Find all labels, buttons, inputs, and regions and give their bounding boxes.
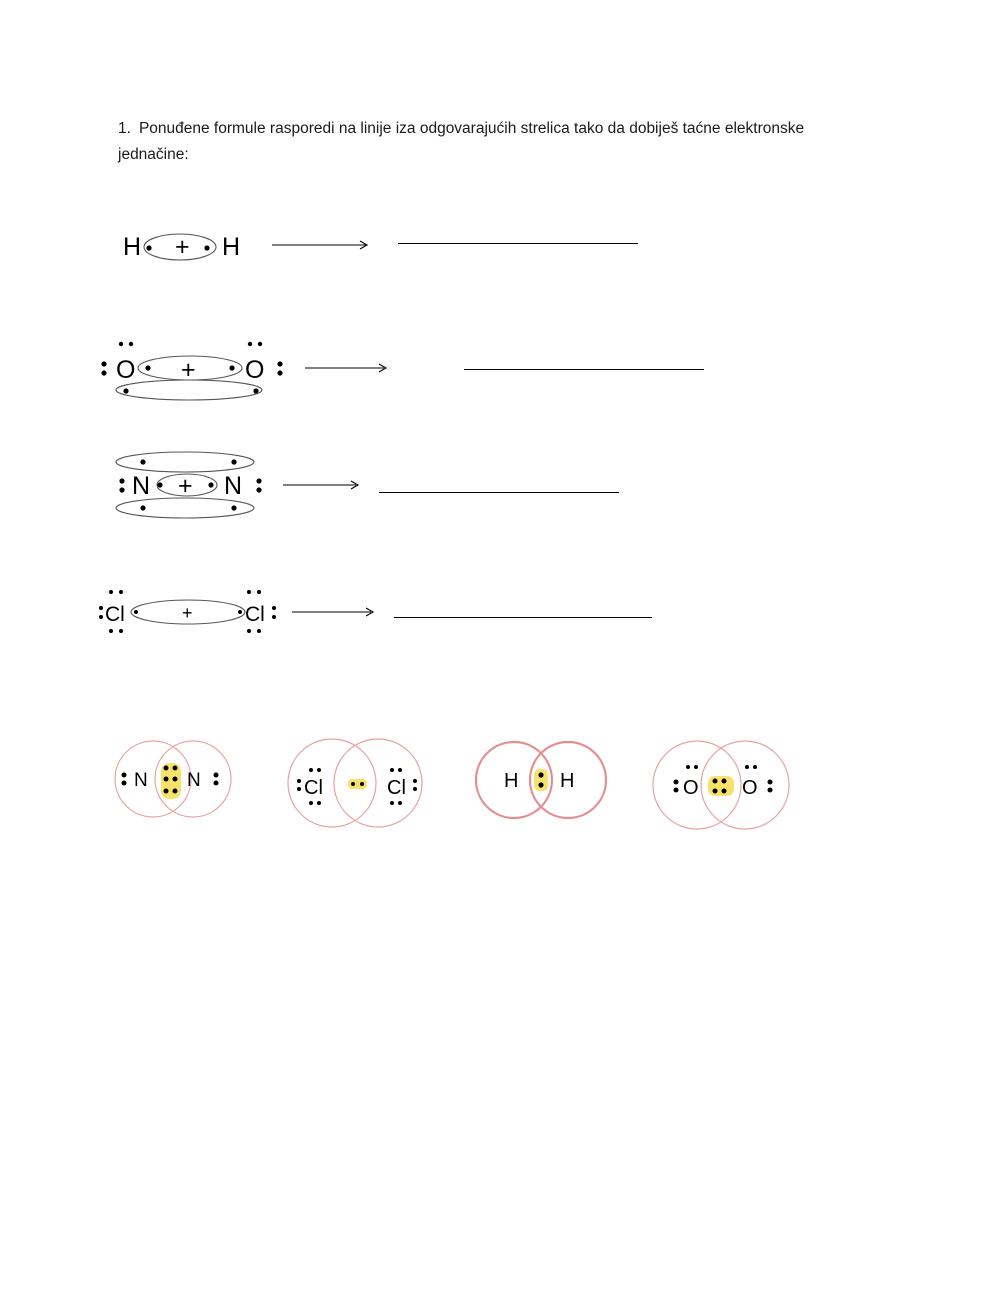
electron-dot bbox=[146, 245, 151, 250]
atom-cl-right: Cl bbox=[387, 777, 406, 799]
atom-cl-right: Cl bbox=[245, 603, 265, 626]
electron-dot bbox=[101, 370, 106, 375]
electron-dot bbox=[238, 610, 242, 614]
electron-dot bbox=[253, 388, 258, 393]
electron-dot bbox=[119, 487, 124, 492]
shared-pairs-highlight bbox=[708, 776, 734, 796]
electron-dot bbox=[272, 606, 276, 610]
electron-dot bbox=[119, 590, 123, 594]
atom-h-left: H bbox=[123, 233, 142, 261]
electron-dot bbox=[390, 801, 394, 805]
electron-dot bbox=[119, 629, 123, 633]
electron-dot bbox=[674, 788, 679, 793]
option-o2-structure[interactable] bbox=[652, 738, 792, 834]
electron-dot bbox=[122, 773, 127, 778]
electron-dot bbox=[164, 766, 169, 771]
electron-dot bbox=[119, 478, 124, 483]
atom-n-right: N bbox=[187, 770, 201, 791]
electron-dot bbox=[722, 779, 727, 784]
electron-dot bbox=[413, 787, 417, 791]
electron-dot bbox=[309, 801, 313, 805]
electron-dot bbox=[317, 801, 321, 805]
electron-dot bbox=[413, 779, 417, 783]
atom-h-left: H bbox=[504, 770, 519, 792]
electron-dot bbox=[231, 505, 236, 510]
electron-dot bbox=[694, 765, 698, 769]
atom-cl-left: Cl bbox=[105, 603, 125, 626]
electron-dot bbox=[145, 365, 150, 370]
electron-dot bbox=[272, 615, 276, 619]
electron-dot bbox=[713, 789, 718, 794]
plus-sign: + bbox=[182, 603, 193, 623]
electron-dot bbox=[277, 370, 282, 375]
electron-dot bbox=[538, 772, 543, 777]
electron-dot bbox=[208, 482, 213, 487]
electron-dot bbox=[248, 342, 252, 346]
electron-dot bbox=[360, 782, 364, 786]
plus-sign: + bbox=[175, 233, 190, 261]
equation-n2 bbox=[0, 448, 1000, 528]
answer-blank-4[interactable] bbox=[394, 617, 652, 618]
electron-dot bbox=[109, 629, 113, 633]
electron-dot bbox=[164, 777, 169, 782]
electron-dot bbox=[768, 788, 773, 793]
option-h2-structure[interactable] bbox=[474, 738, 614, 824]
electron-dot bbox=[247, 590, 251, 594]
answer-blank-2[interactable] bbox=[464, 369, 704, 370]
electron-dot bbox=[99, 615, 103, 619]
electron-dot bbox=[229, 365, 234, 370]
electron-dot bbox=[753, 765, 757, 769]
shared-pair-highlight bbox=[348, 779, 367, 789]
electron-dot bbox=[214, 781, 219, 786]
electron-dot bbox=[256, 487, 261, 492]
atom-o-left: O bbox=[683, 777, 699, 799]
electron-dot bbox=[398, 768, 402, 772]
electron-dot bbox=[164, 789, 169, 794]
option-n2-structure[interactable] bbox=[108, 739, 238, 821]
atom-o-right: O bbox=[742, 777, 758, 799]
equation-cl2 bbox=[0, 582, 1000, 642]
electron-dot bbox=[722, 789, 727, 794]
atom-shell-circle bbox=[334, 739, 422, 827]
electron-dot bbox=[768, 780, 773, 785]
electron-dot bbox=[140, 505, 145, 510]
equation-h2 bbox=[0, 215, 1000, 275]
electron-dot bbox=[119, 342, 123, 346]
task-instruction bbox=[118, 116, 878, 168]
electron-dot bbox=[398, 801, 402, 805]
atom-h-right: H bbox=[560, 770, 575, 792]
atom-n-left: N bbox=[134, 770, 148, 791]
electron-dot bbox=[109, 590, 113, 594]
plus-sign: + bbox=[178, 472, 193, 500]
atom-h-right: H bbox=[222, 233, 241, 261]
electron-dot bbox=[173, 777, 178, 782]
electron-dot bbox=[123, 388, 128, 393]
atom-n-right: N bbox=[224, 472, 243, 500]
atom-cl-left: Cl bbox=[304, 777, 323, 799]
electron-dot bbox=[247, 629, 251, 633]
electron-dot bbox=[317, 768, 321, 772]
electron-dot bbox=[713, 779, 718, 784]
electron-dot bbox=[309, 768, 313, 772]
electron-dot bbox=[157, 482, 162, 487]
electron-dot bbox=[129, 342, 133, 346]
atom-o-right: O bbox=[245, 356, 265, 384]
electron-dot bbox=[173, 766, 178, 771]
electron-dot bbox=[277, 361, 282, 366]
electron-dot bbox=[390, 768, 394, 772]
task-text: Ponuđene formule rasporedi na linije iza odgovarajućih strelica tako da dobiješ taćne elektronske jednačine: bbox=[118, 120, 805, 163]
plus-sign: + bbox=[181, 356, 196, 384]
electron-dot bbox=[258, 342, 262, 346]
electron-dot bbox=[122, 781, 127, 786]
electron-dot bbox=[99, 606, 103, 610]
atom-o-left: O bbox=[116, 356, 136, 384]
task-number: 1. bbox=[118, 120, 131, 137]
electron-dot bbox=[686, 765, 690, 769]
electron-dot bbox=[214, 773, 219, 778]
electron-dot bbox=[173, 789, 178, 794]
electron-dot bbox=[134, 610, 138, 614]
atom-n-left: N bbox=[132, 472, 151, 500]
shared-pair-highlight bbox=[534, 769, 548, 791]
electron-dot bbox=[538, 782, 543, 787]
answer-blank-3[interactable] bbox=[379, 492, 619, 493]
electron-dot bbox=[101, 361, 106, 366]
electron-dot bbox=[297, 779, 301, 783]
electron-dot bbox=[231, 459, 236, 464]
equation-o2 bbox=[0, 335, 1000, 415]
electron-dot bbox=[745, 765, 749, 769]
electron-dot bbox=[256, 478, 261, 483]
electron-dot bbox=[140, 459, 145, 464]
electron-dot bbox=[257, 590, 261, 594]
electron-dot bbox=[257, 629, 261, 633]
electron-dot bbox=[351, 782, 355, 786]
option-cl2-structure[interactable] bbox=[287, 738, 427, 830]
electron-dot bbox=[297, 787, 301, 791]
electron-dot bbox=[204, 245, 209, 250]
answer-blank-1[interactable] bbox=[398, 243, 638, 244]
electron-dot bbox=[674, 780, 679, 785]
